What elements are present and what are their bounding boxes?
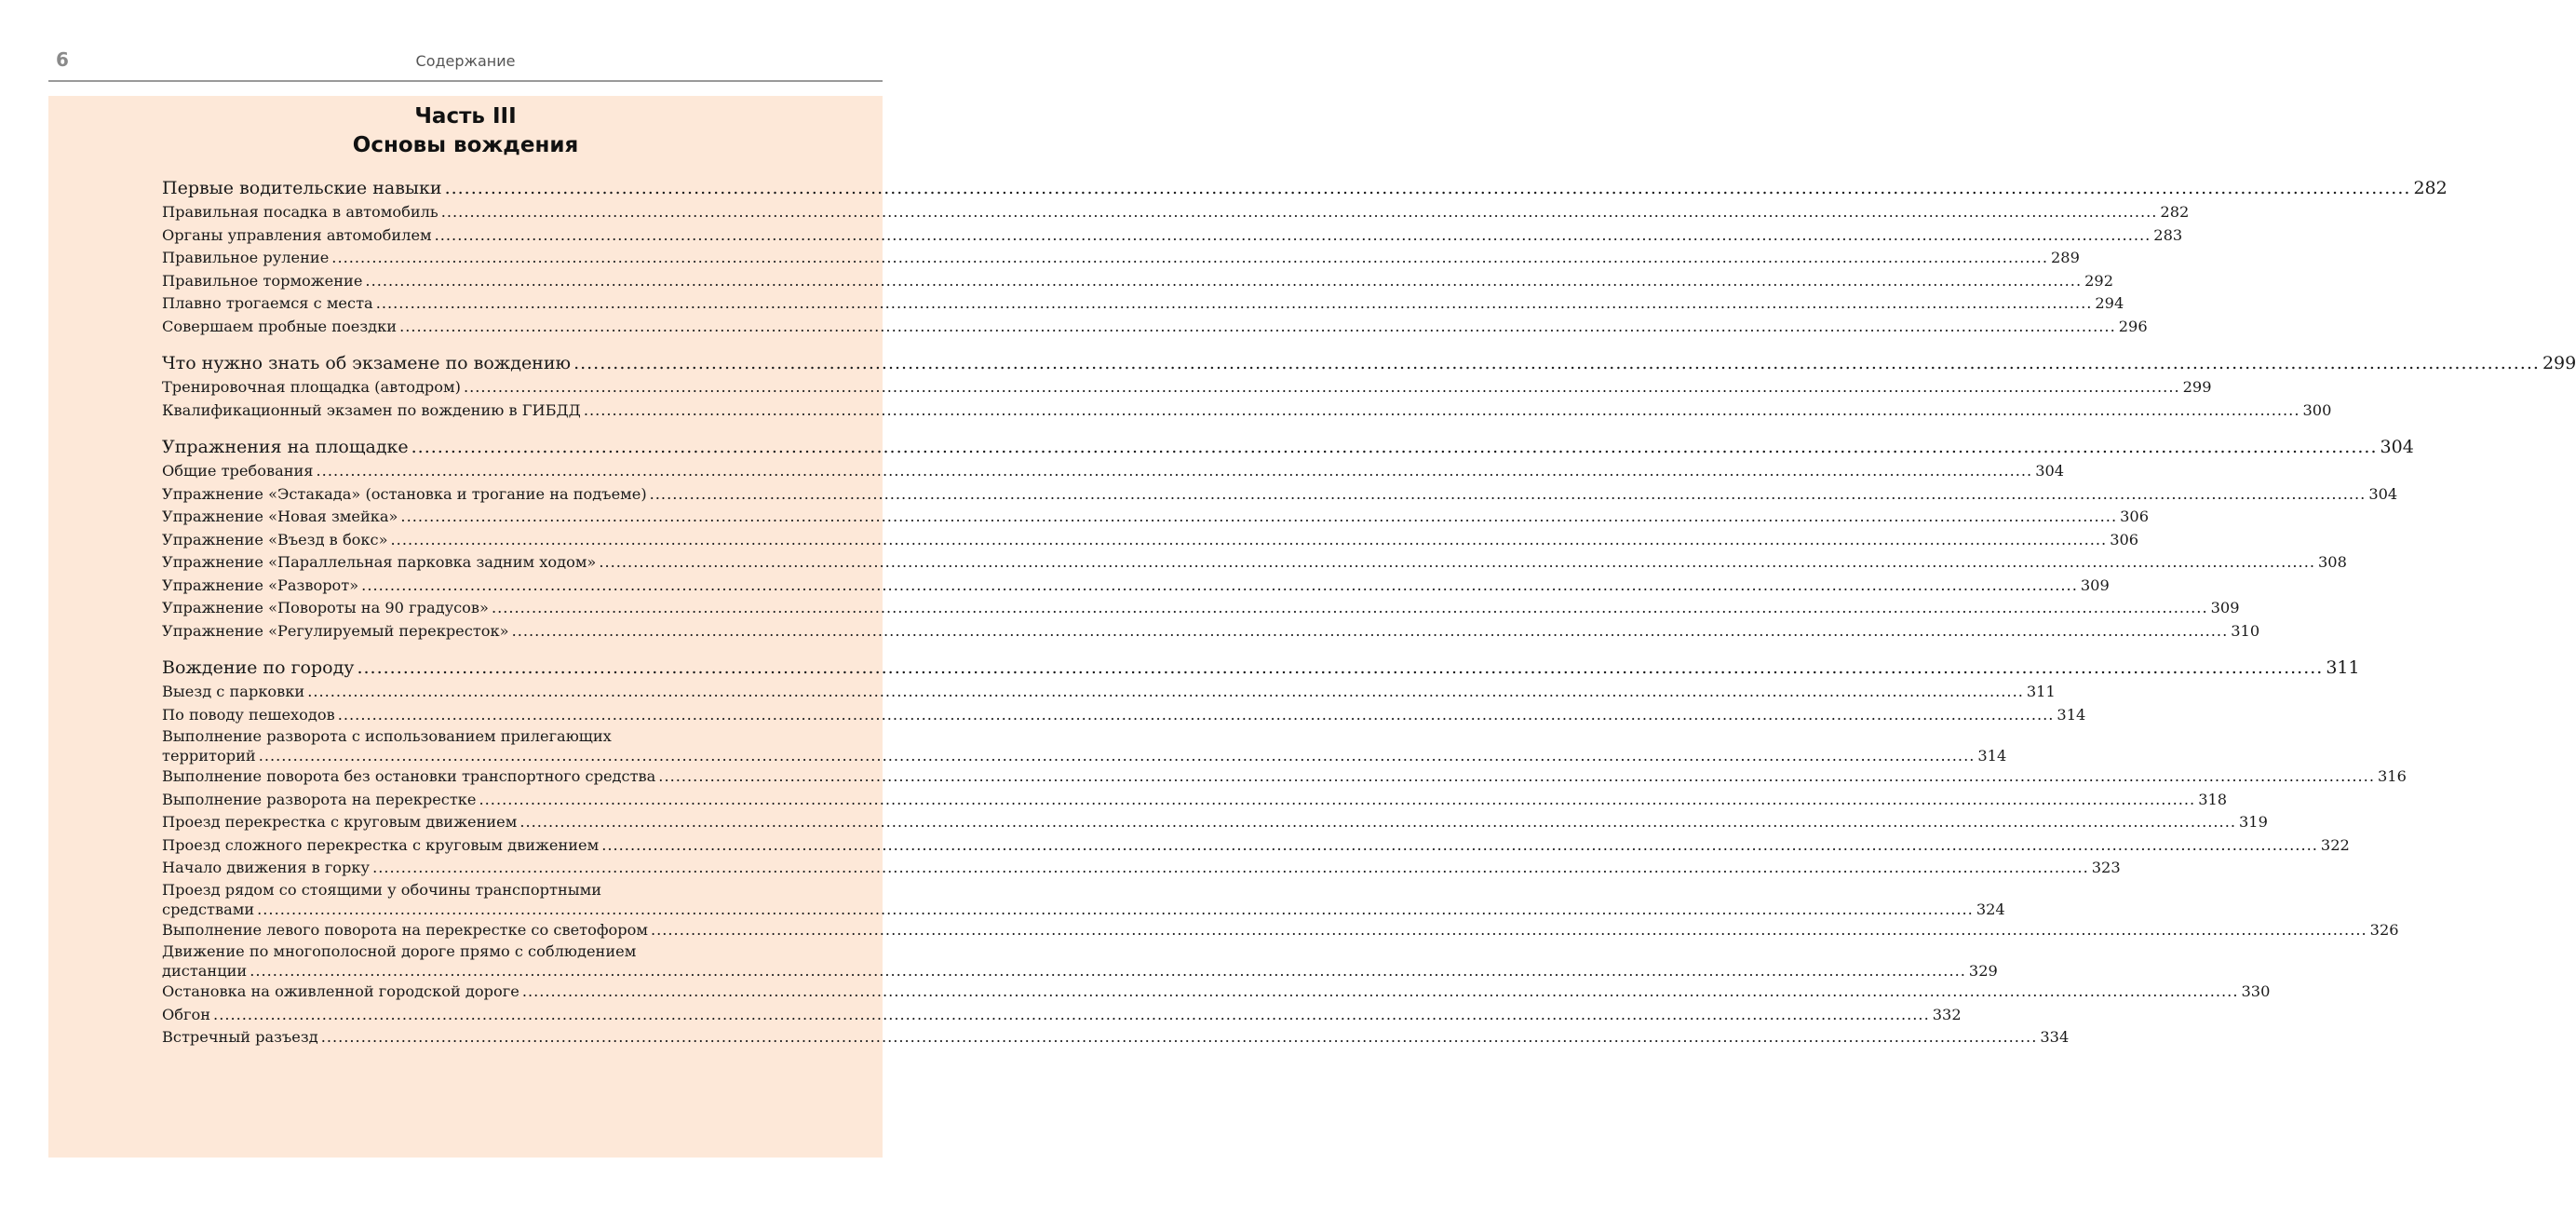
toc-entry-title-continued: средствами <box>162 900 255 918</box>
toc-entry-title: Выполнение разворота на перекрестке <box>162 790 477 808</box>
toc-entry-title: Тренировочная площадка (автодром) <box>162 378 461 396</box>
toc-entry-page: 300 <box>2302 400 2332 419</box>
toc-entry-title: Правильное руление <box>162 249 330 266</box>
leader-dots: ............................................................................................................................................................................................................................................................................................................ <box>375 294 2093 312</box>
toc-entry[interactable] <box>162 460 2065 483</box>
leader-dots: ............................................................................................................................................................................................................................................................................................................ <box>599 553 2315 571</box>
toc-entry-page: 296 <box>2118 317 2148 335</box>
toc-entry-title: Общие требования <box>162 462 314 480</box>
toc-entry[interactable] <box>162 316 2148 339</box>
toc-entry[interactable] <box>162 247 2080 270</box>
toc-entry-page: 314 <box>2057 705 2086 724</box>
toc-entry-title: Упражнение «Эстакада» (остановка и трогание на подъеме) <box>162 484 647 503</box>
leader-dots: ............................................................................................................................................................................................................................................................................................................ <box>365 271 2083 290</box>
toc-section <box>162 350 2576 422</box>
leader-dots: ............................................................................................................................................................................................................................................................................................................ <box>491 599 2208 616</box>
toc-entry[interactable] <box>162 811 2268 834</box>
toc-section <box>162 655 2407 1049</box>
toc-entry[interactable] <box>162 575 2110 598</box>
toc-entry[interactable] <box>162 620 2260 643</box>
toc-entry[interactable] <box>162 681 2056 704</box>
leader-dots: ............................................................................................................................................................................................................................................................................................................ <box>399 317 2116 335</box>
toc-entry-title: Вождение по городу <box>162 657 355 678</box>
toc-entry[interactable] <box>162 789 2228 812</box>
toc-entry-page: 311 <box>2026 683 2056 700</box>
leader-dots: ............................................................................................................................................................................................................................................................................................................ <box>463 378 2180 396</box>
running-header: Содержание <box>415 52 516 70</box>
toc-entry-title: Остановка на оживленной городской дороге <box>162 982 519 1000</box>
leader-dots: ............................................................................................................................................................................................................................................................................................................ <box>390 530 2108 548</box>
toc-entry-title-continued: дистанции <box>162 962 248 980</box>
toc-entry-page: 306 <box>2120 508 2149 525</box>
toc-entry[interactable] <box>162 270 2113 293</box>
leader-dots: ............................................................................................................................................................................................................................................................................................................ <box>411 437 2378 457</box>
toc-entry[interactable] <box>162 1004 1962 1027</box>
toc-entry-title: Правильное торможение <box>162 271 363 290</box>
toc-entry-page: 289 <box>2050 249 2080 266</box>
toc-entry-title: Совершаем пробные поездки <box>162 317 398 335</box>
leader-dots: ............................................................................................................................................................................................................................................................................................................ <box>444 178 2411 198</box>
toc-entry[interactable] <box>162 292 2124 316</box>
toc-entry-title: Встречный разъезд <box>162 1028 318 1046</box>
leader-dots: ............................................................................................................................................................................................................................................................................................................ <box>649 484 2367 503</box>
toc-section-heading[interactable] <box>162 350 2576 376</box>
toc-entry[interactable] <box>162 551 2347 575</box>
leader-dots: ............................................................................................................................................................................................................................................................................................................ <box>479 790 2196 808</box>
toc-entry-page: 322 <box>2320 835 2350 854</box>
toc-entry-page: 309 <box>2210 599 2240 616</box>
toc-entry[interactable] <box>162 1026 2070 1049</box>
toc-entry-title: Упражнение «Въезд в бокс» <box>162 530 388 548</box>
leader-dots: ............................................................................................................................................................................................................................................................................................................ <box>519 813 2236 831</box>
toc-entry-page: 314 <box>1977 747 2007 765</box>
toc-entry-title: Первые водительские навыки <box>162 178 442 198</box>
leader-dots: ............................................................................................................................................................................................................................................................................................................ <box>511 621 2229 640</box>
toc-entry[interactable] <box>162 981 2271 1004</box>
toc-entry-page: 311 <box>2326 657 2360 678</box>
toc-entry-page: 299 <box>2182 378 2212 396</box>
toc-entry-title: Правильная посадка в автомобиль <box>162 203 438 221</box>
toc-entry-page: 326 <box>2369 920 2399 939</box>
toc-entry-title: Упражнение «Регулируемый перекресток» <box>162 621 509 640</box>
toc-entry-title: Упражнение «Параллельная парковка задним ходом» <box>162 553 597 571</box>
toc-entry[interactable] <box>162 506 2149 529</box>
toc-entry-page: 330 <box>2241 982 2271 1000</box>
toc-entry-title: Упражнение «Разворот» <box>162 575 359 594</box>
toc-entry-page: 329 <box>1968 962 1998 980</box>
toc-entry-page: 332 <box>1932 1005 1962 1023</box>
toc-entry-title: Упражнения на площадке <box>162 437 409 457</box>
toc-entry[interactable] <box>162 201 2190 224</box>
leader-dots: ............................................................................................................................................................................................................................................................................................................ <box>372 859 2089 876</box>
toc-entry-title: Упражнение «Новая змейка» <box>162 508 398 525</box>
toc-entry-page: 292 <box>2084 271 2113 290</box>
toc-entry[interactable] <box>162 857 2121 880</box>
toc-entry-title: Плавно трогаемся с места <box>162 294 373 312</box>
leader-dots: ............................................................................................................................................................................................................................................................................................................ <box>601 835 2318 854</box>
leader-dots: ............................................................................................................................................................................................................................................................................................................ <box>213 1005 1930 1023</box>
toc-entry-page: 308 <box>2318 553 2347 571</box>
toc-entry[interactable] <box>162 224 2183 248</box>
page-number: 6 <box>56 48 69 71</box>
toc-entry-title: Органы управления автомобилем <box>162 225 432 244</box>
part-subtitle: Основы вождения <box>352 133 579 157</box>
leader-dots: ............................................................................................................................................................................................................................................................................................................ <box>337 705 2055 724</box>
toc-entry-title: Движение по многополосной дороге прямо с соблюдением <box>162 942 637 960</box>
table-of-contents <box>162 175 2576 1062</box>
leader-dots: ............................................................................................................................................................................................................................................................................................................ <box>650 920 2367 939</box>
toc-entry-page: 319 <box>2239 813 2268 831</box>
toc-entry[interactable] <box>162 399 2332 423</box>
leader-dots: ............................................................................................................................................................................................................................................................................................................ <box>658 767 2375 785</box>
toc-entry[interactable] <box>162 880 2005 919</box>
toc-entry[interactable] <box>162 597 2240 620</box>
leader-dots: ............................................................................................................................................................................................................................................................................................................ <box>440 203 2158 221</box>
toc-entry-title: Выполнение разворота с использованием прилегающих <box>162 727 612 745</box>
leader-dots: ............................................................................................................................................................................................................................................................................................................ <box>257 900 1974 918</box>
toc-entry-page: 299 <box>2542 353 2576 373</box>
toc-entry-title: Начало движения в горку <box>162 859 371 876</box>
toc-entry[interactable] <box>162 483 2398 507</box>
leader-dots: ............................................................................................................................................................................................................................................................................................................ <box>307 683 2024 700</box>
toc-entry-title: Выполнение поворота без остановки транспортного средства <box>162 767 656 785</box>
leader-dots: ............................................................................................................................................................................................................................................................................................................ <box>331 249 2048 266</box>
toc-entry-title: Проезд рядом со стоящими у обочины транспортными <box>162 880 602 899</box>
leader-dots: ............................................................................................................................................................................................................................................................................................................ <box>521 982 2239 1000</box>
toc-entry-page: 282 <box>2160 203 2190 221</box>
toc-entry-page: 294 <box>2095 294 2124 312</box>
toc-entry-title: Проезд сложного перекрестка с круговым движением <box>162 835 600 854</box>
toc-section-heading[interactable] <box>162 175 2448 201</box>
toc-entry-title: Упражнение «Повороты на 90 градусов» <box>162 599 489 616</box>
toc-entry[interactable] <box>162 834 2350 858</box>
toc-entry[interactable] <box>162 919 2399 942</box>
leader-dots: ............................................................................................................................................................................................................................................................................................................ <box>400 508 2118 525</box>
part-title: Часть III <box>414 104 517 129</box>
toc-entry-page: 334 <box>2040 1028 2070 1046</box>
toc-entry-page: 309 <box>2080 575 2110 594</box>
leader-dots: ............................................................................................................................................................................................................................................................................................................ <box>316 462 2033 480</box>
toc-section-heading[interactable] <box>162 434 2414 460</box>
toc-entry-title: Проезд перекрестка с круговым движением <box>162 813 518 831</box>
toc-entry-title: Обгон <box>162 1005 211 1023</box>
leader-dots: ............................................................................................................................................................................................................................................................................................................ <box>250 962 1966 980</box>
toc-entry-page: 323 <box>2091 859 2121 876</box>
toc-entry-page: 304 <box>2368 484 2398 503</box>
toc-section <box>162 434 2414 643</box>
toc-entry-page: 310 <box>2231 621 2260 640</box>
toc-entry-page: 324 <box>1976 900 2005 918</box>
toc-entry-page: 304 <box>2035 462 2065 480</box>
toc-section-heading[interactable] <box>162 655 2360 681</box>
toc-section <box>162 175 2448 338</box>
toc-entry-title: Квалификационный экзамен по вождению в ГИБДД <box>162 400 581 419</box>
leader-dots: ............................................................................................................................................................................................................................................................................................................ <box>258 747 1976 765</box>
toc-entry[interactable] <box>162 529 2139 552</box>
toc-entry-title: Выезд с парковки <box>162 683 305 700</box>
leader-dots: ............................................................................................................................................................................................................................................................................................................ <box>320 1028 2038 1046</box>
toc-entry[interactable] <box>162 704 2086 727</box>
toc-entry-page: 283 <box>2153 225 2183 244</box>
toc-entry-page: 304 <box>2380 437 2414 457</box>
leader-dots: ............................................................................................................................................................................................................................................................................................................ <box>583 400 2300 419</box>
toc-entry[interactable] <box>162 765 2407 789</box>
toc-entry-title: По поводу пешеходов <box>162 705 335 724</box>
toc-entry-page: 316 <box>2377 767 2407 785</box>
toc-entry-title: Выполнение левого поворота на перекрестке со светофором <box>162 920 648 939</box>
toc-entry[interactable] <box>162 376 2212 399</box>
toc-entry[interactable] <box>162 941 1998 981</box>
toc-entry-page: 306 <box>2110 530 2139 548</box>
leader-dots: ............................................................................................................................................................................................................................................................................................................ <box>434 225 2151 244</box>
toc-entry-title-continued: территорий <box>162 747 256 765</box>
header-rule <box>48 80 883 82</box>
leader-dots: ............................................................................................................................................................................................................................................................................................................ <box>573 353 2540 373</box>
toc-entry-page: 318 <box>2198 790 2228 808</box>
leader-dots: ............................................................................................................................................................................................................................................................................................................ <box>361 575 2078 594</box>
toc-entry-title: Что нужно знать об экзамене по вождению <box>162 353 572 373</box>
toc-entry[interactable] <box>162 726 2007 765</box>
leader-dots: ............................................................................................................................................................................................................................................................................................................ <box>357 657 2324 678</box>
toc-entry-page: 282 <box>2413 178 2448 198</box>
